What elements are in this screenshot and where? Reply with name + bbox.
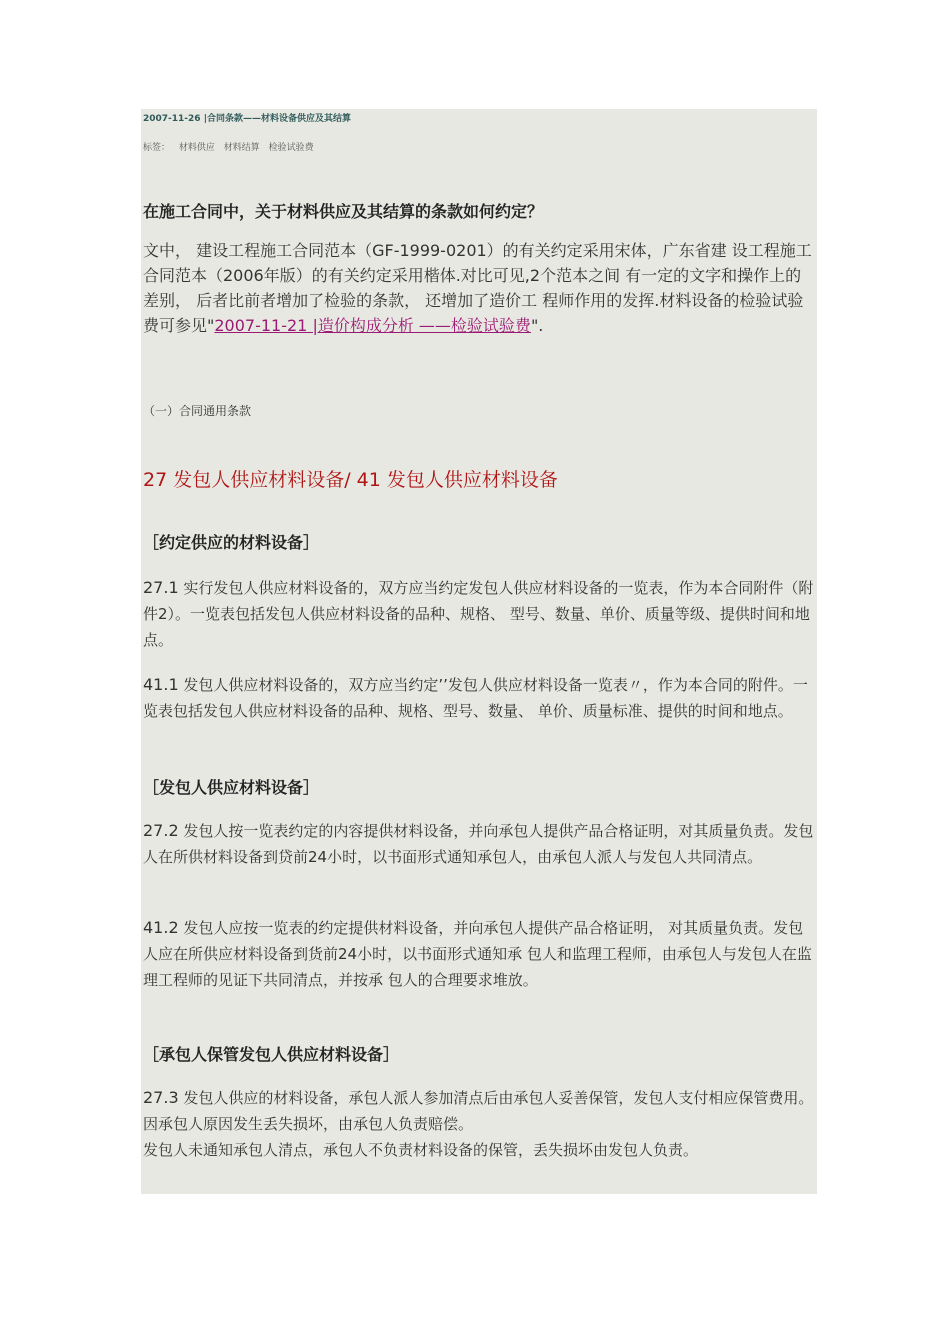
clause-number: 27.1 bbox=[143, 578, 179, 597]
related-post-link[interactable]: 2007-11-21 |造价构成分析 ——检验试验费 bbox=[214, 316, 531, 335]
clause-number: 27.3 bbox=[143, 1088, 179, 1107]
subheading-agreed-supply: ［约定供应的材料设备］ bbox=[143, 533, 320, 552]
clause-text-continued: 发包人未通知承包人清点，承包人不负责材料设备的保管，丢失损坏由发包人负责。 bbox=[143, 1141, 699, 1159]
clause-27-1 bbox=[143, 575, 815, 653]
tags-label: 标签： bbox=[143, 143, 171, 153]
clause-41-1 bbox=[143, 672, 815, 724]
clause-number: 41.2 bbox=[143, 918, 179, 937]
clause-27-3 bbox=[143, 1085, 815, 1163]
section-label: （一）合同通用条款 bbox=[143, 404, 252, 418]
clause-text: 发包人供应的材料设备，承包人派人参加清点后由承包人妥善保管，发包人支付相应保管费用。因承包人原因发生丢失损坏，由承包人负责赔偿。 bbox=[143, 1089, 814, 1133]
clause-text: 发包人按一览表约定的内容提供材料设备，并向承包人提供产品合格证明，对其质量负责。发包人在所供材料设备到贷前24小时，以书面形式通知承包人，由承包人派人与发包人共同清点。 bbox=[143, 822, 814, 866]
clause-text: 发包人供应材料设备的，双方应当约定’’发包人供应材料设备一览表〃，作为本合同的附件。一览表包括发包人供应材料设备的品种、规格、型号、数量、 单价、质量标准、提供的时间和地点。 bbox=[143, 676, 808, 720]
subheading-contractor-custody: ［承包人保管发包人供应材料设备］ bbox=[143, 1045, 400, 1064]
tag-link[interactable]: 材料结算 bbox=[223, 143, 260, 153]
clause-number: 27.2 bbox=[143, 821, 179, 840]
intro-paragraph bbox=[143, 238, 815, 338]
tags-row bbox=[143, 140, 320, 153]
subheading-employer-supply: ［发包人供应材料设备］ bbox=[143, 778, 320, 797]
intro-text: 文中， 建设工程施工合同范本（GF-1999-0201）的有关约定采用宋体，广东省建 设工程施工合同范本（2006年版）的有关约定采用楷体.对比可见,2个范本之间 有一定的文字和操作上的差别， 后者比前者增加了检验的条款， 还增加了造价工 程师作用的发挥.材料设备的检验试验费可参见" bbox=[143, 241, 812, 335]
clause-27-2 bbox=[143, 818, 815, 870]
intro-tail: ". bbox=[530, 316, 544, 335]
clause-41-2 bbox=[143, 915, 815, 993]
clause-text: 发包人应按一览表的约定提供材料设备，并向承包人提供产品合格证明， 对其质量负责。发包人应在所供应材料设备到货前24小时，以书面形式通知承 包人和监理工程师，由承包人与发包人在监理工程师的见证下共同清点，并按承 包人的合理要求堆放。 bbox=[143, 919, 812, 989]
clause-heading: 27 发包人供应材料设备/ 41 发包人供应材料设备 bbox=[143, 469, 558, 491]
post-header[interactable]: 2007-11-26 |合同条款——材料设备供应及其结算 bbox=[143, 114, 351, 124]
clause-text: 实行发包人供应材料设备的，双方应当约定发包人供应材料设备的一览表，作为本合同附件（附件2）。一览表包括发包人供应材料设备的品种、规格、 型号、数量、单价、质量等级、提供时间和地点。 bbox=[143, 579, 814, 649]
tag-link[interactable]: 检验试验费 bbox=[268, 143, 314, 153]
clause-number: 41.1 bbox=[143, 675, 179, 694]
tag-link[interactable]: 材料供应 bbox=[178, 143, 215, 153]
question-heading: 在施工合同中，关于材料供应及其结算的条款如何约定？ bbox=[143, 202, 544, 221]
